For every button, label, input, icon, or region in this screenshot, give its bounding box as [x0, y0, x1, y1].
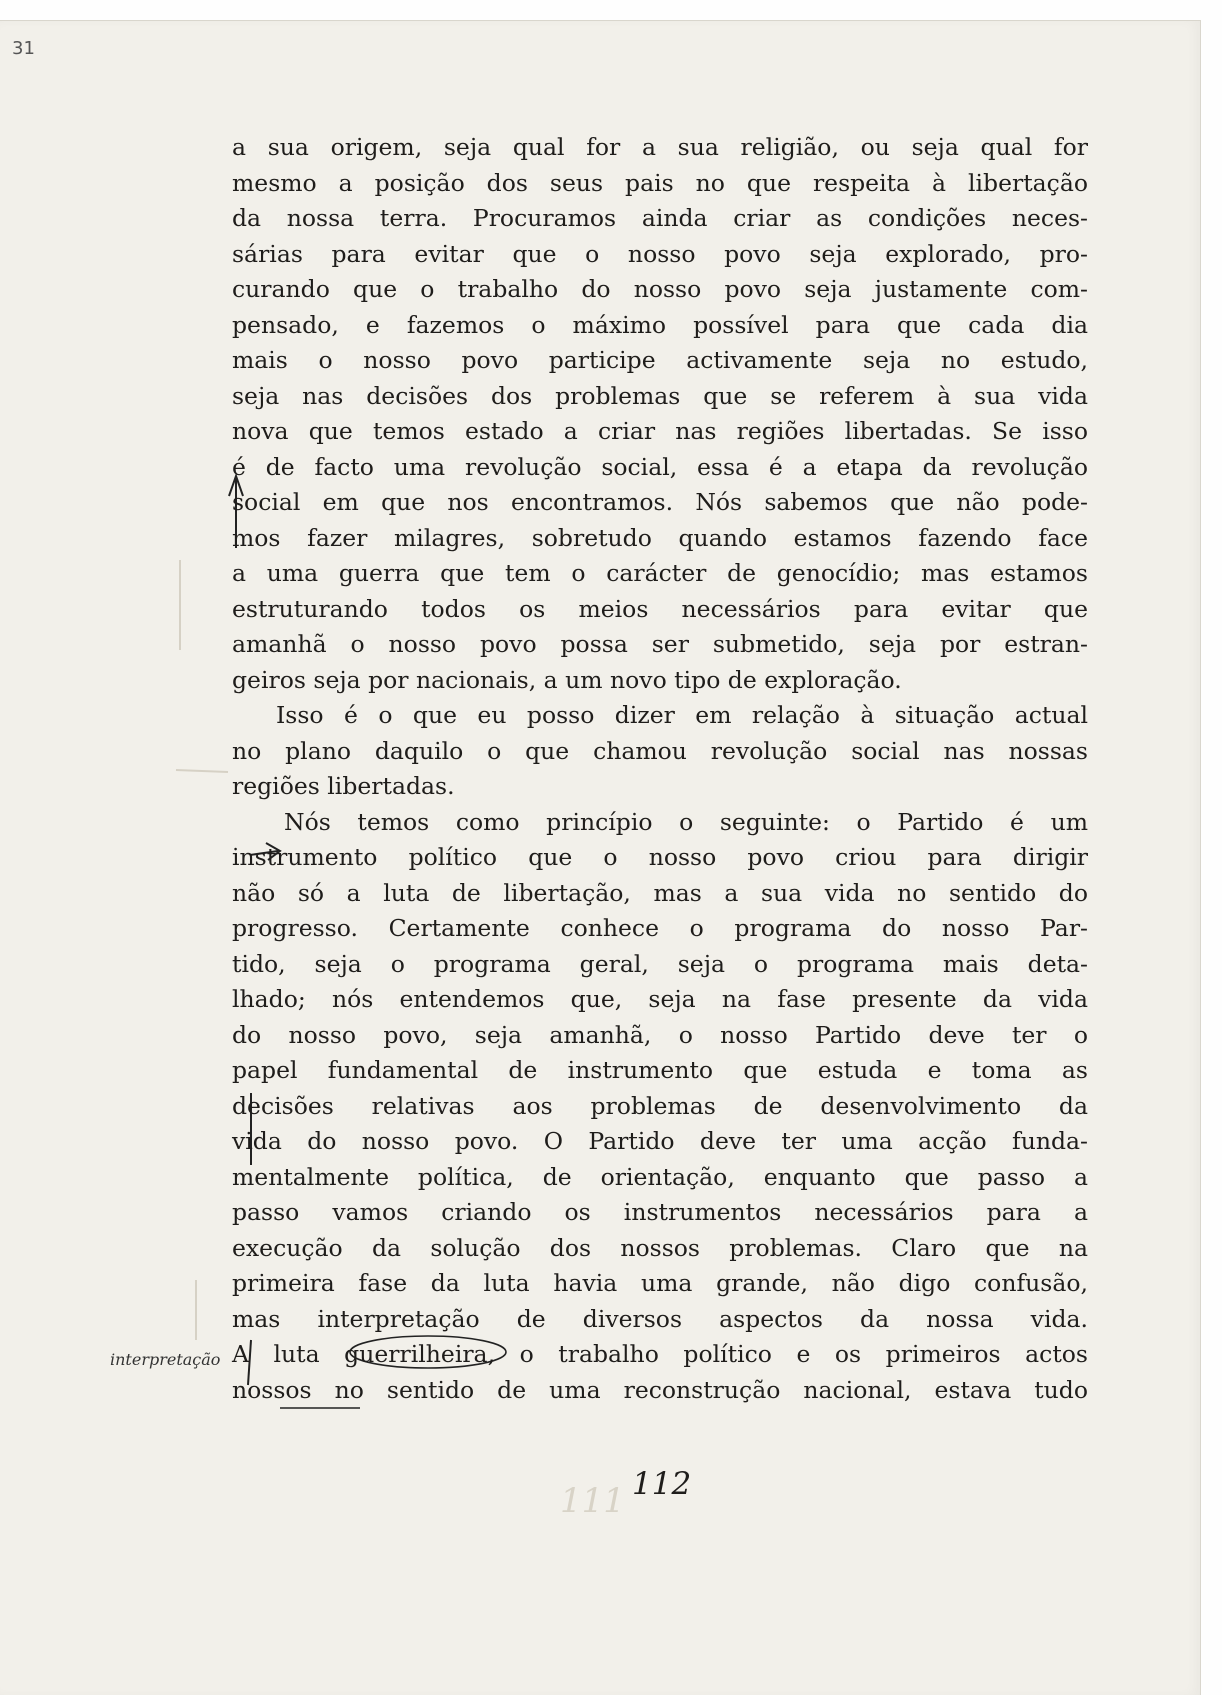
text-line: decisões relativas aos problemas de desenvolvimento da	[232, 1091, 1088, 1120]
text-line: mesmo a posição dos seus pais no que respeita à libertação	[232, 168, 1088, 197]
margin-handwritten-note: interpretação	[110, 1350, 221, 1369]
text-line: mais o nosso povo participe activamente seja no estudo,	[232, 346, 1088, 374]
text-line: geiros seja por nacionais, a um novo tipo de exploração.	[232, 665, 902, 694]
text-line: progresso. Certamente conhece o programa do nosso Par-	[232, 914, 1088, 942]
text-line: no plano daquilo o que chamou revolução social nas nossas	[232, 736, 1088, 765]
text-line: instrumento político que o nosso povo criou para dirigir	[232, 843, 1088, 871]
paragraph-first-line: Nós temos como princípio o seguinte: o Partido é um	[284, 807, 1088, 836]
text-line: a uma guerra que tem o carácter de genocídio; mas estamos	[232, 559, 1088, 587]
page-number: 112	[632, 1466, 692, 1502]
text-line: do nosso povo, seja amanhã, o nosso Partido deve ter o	[232, 1020, 1088, 1049]
text-line: a sua origem, seja qual for a sua religião, ou seja qual for	[232, 133, 1088, 161]
text-line: pensado, e fazemos o máximo possível para que cada dia	[232, 310, 1088, 339]
text-line: mas interpretação de diversos aspectos da nossa vida.	[232, 1304, 1088, 1333]
text-line: nova que temos estado a criar nas regiões libertadas. Se isso	[232, 417, 1088, 445]
text-line: vida do nosso povo. O Partido deve ter uma acção funda-	[232, 1127, 1088, 1155]
text-line: não só a luta de libertação, mas a sua vida no sentido do	[232, 878, 1088, 907]
text-line: execução da solução dos nossos problemas. Claro que na	[232, 1233, 1088, 1262]
text-line: nossos no sentido de uma reconstrução nacional, estava tudo	[232, 1375, 1088, 1404]
text-line: primeira fase da luta havia uma grande, não digo confusão,	[232, 1269, 1088, 1297]
text-line: mentalmente política, de orientação, enquanto que passo a	[232, 1162, 1088, 1191]
text-line: é de facto uma revolução social, essa é a etapa da revolução	[232, 452, 1088, 481]
text-line: papel fundamental de instrumento que estuda e toma as	[232, 1056, 1088, 1084]
text-line: amanhã o nosso povo possa ser submetido, seja por estran-	[232, 630, 1088, 658]
text-line: A luta guerrilheira, o trabalho político e os primeiros actos	[232, 1340, 1088, 1368]
text-line: estruturando todos os meios necessários para evitar que	[232, 594, 1088, 623]
corner-pencil-mark: 31	[12, 38, 35, 59]
text-line: tido, seja o programa geral, seja o programa mais deta-	[232, 949, 1088, 978]
text-line: curando que o trabalho do nosso povo seja justamente com-	[232, 275, 1088, 303]
text-line: social em que nos encontramos. Nós sabemos que não pode-	[232, 488, 1088, 516]
paragraph-first-line: Isso é o que eu posso dizer em relação à situação actual	[276, 701, 1088, 729]
text-line: seja nas decisões dos problemas que se referem à sua vida	[232, 381, 1088, 410]
text-line: mos fazer milagres, sobretudo quando estamos fazendo face	[232, 523, 1088, 552]
bleed-through-text: 111	[560, 1481, 625, 1521]
text-line: da nossa terra. Procuramos ainda criar as condições neces-	[232, 204, 1088, 232]
text-line: lhado; nós entendemos que, seja na fase presente da vida	[232, 985, 1088, 1013]
text-line: passo vamos criando os instrumentos necessários para a	[232, 1198, 1088, 1226]
text-line: sárias para evitar que o nosso povo seja explorado, pro-	[232, 239, 1088, 268]
text-line: regiões libertadas.	[232, 772, 455, 800]
page-body-text	[232, 130, 1088, 1408]
